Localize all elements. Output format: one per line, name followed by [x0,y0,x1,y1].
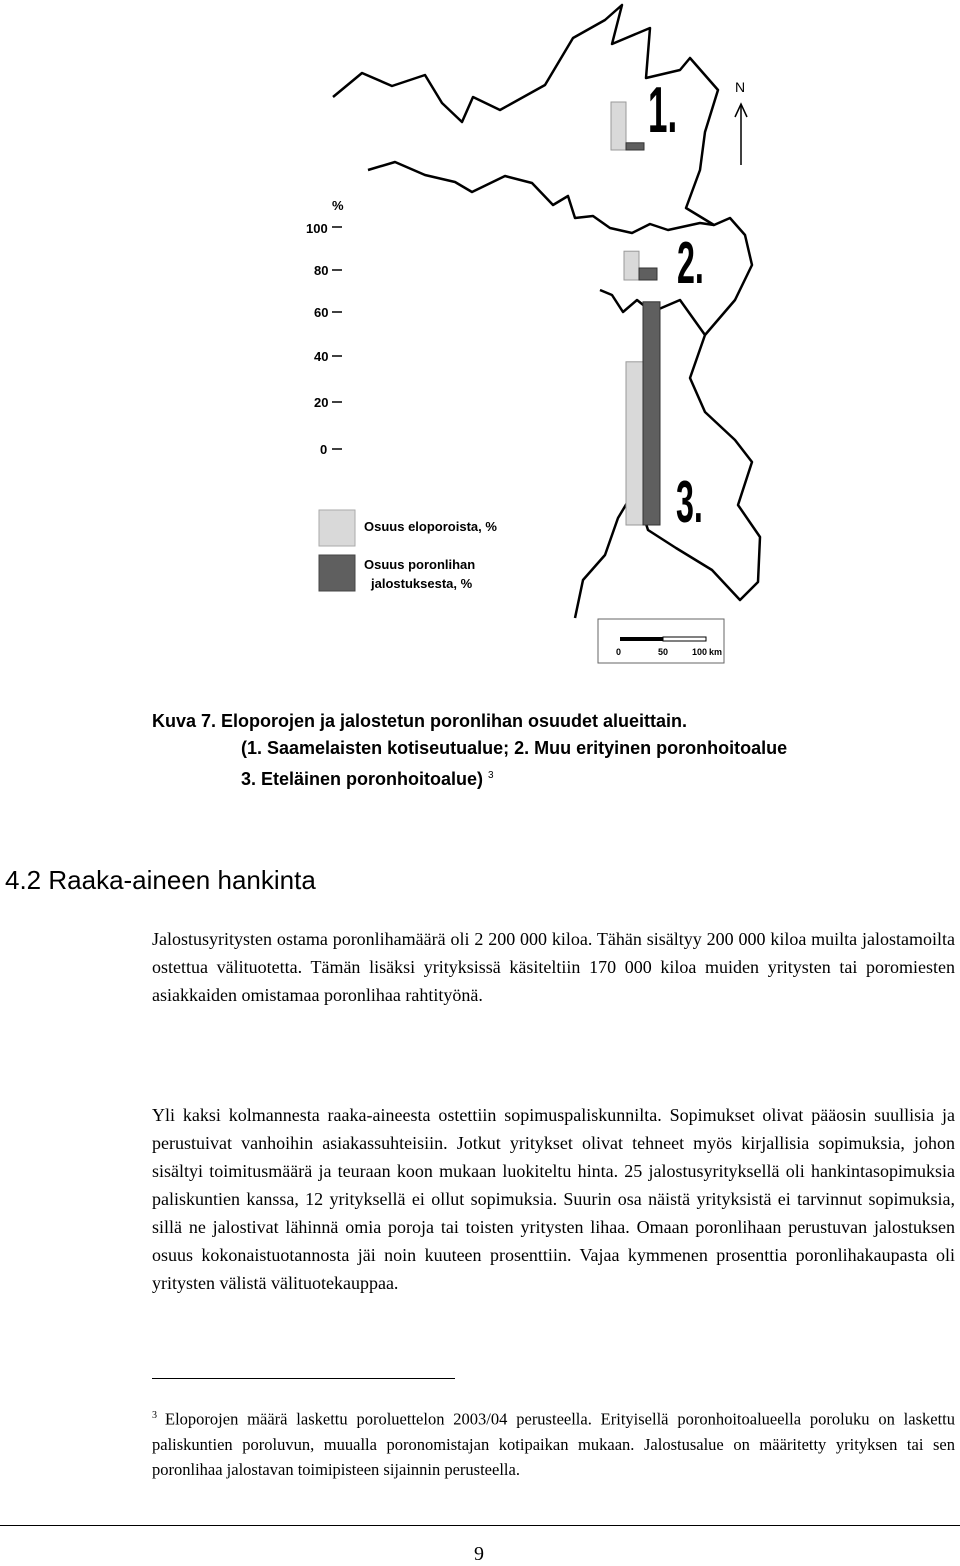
y-tick-label: 40 [314,349,329,364]
footnote-number: 3 [152,1410,157,1421]
bar-region-3-processing [643,302,660,525]
footnote [152,1403,955,1482]
paragraph-1: Jalostusyritysten ostama poronlihamäärä oli 2 200 000 kiloa. Tähän sisältyy 200 000 kiloa muilta jalostamoilta ostettua välituotetta. Tämän lisäksi yrityksissä käsiteltiin 170 000 kiloa muiden yritysten tai poromiesten asiakkaiden omistamaa poronlihaa rahtityönä. [152,929,955,1005]
y-tick-label: 0 [320,442,328,457]
footnote-text: Eloporojen määrä laskettu poroluettelon 2003/04 perusteella. Erityisellä poronhoitoalueella poroluku on laskettu paliskuntien poroluvun, muualla poronomistajan kotipaikan mukaan. Jalostusalue on määritetty yrityksen tai sen poronlihaa jalostavan toimipisteen sijainnin perusteella. [152,1409,955,1479]
y-tick-label: 80 [314,263,329,278]
legend-label-processing-2: jalostuksesta, % [371,576,473,591]
page-number: 9 [474,1543,484,1565]
bar-region-2-processing [639,268,657,280]
region-label-3: 3. [676,469,703,536]
scale-label: 0 [616,647,622,657]
bar-region-2-population [624,251,639,280]
y-tick-label: 20 [314,395,329,410]
scale-label: km [709,647,723,657]
bar-region-3-population [626,362,643,525]
caption-line-3-text: 3. Eteläinen poronhoitoalue) [241,769,484,789]
figure-caption [152,708,932,793]
legend-label-processing-1: Osuus poronlihan [364,557,476,572]
y-tick-label: 60 [314,305,329,320]
north-label: N [735,79,746,95]
page-footer-rule [0,1525,960,1526]
scale-bar-white [663,637,706,641]
bar-region-1-population [611,102,626,150]
legend-swatch-population [319,510,355,546]
y-tick-label: 100 [306,221,328,236]
paragraph-2: Yli kaksi kolmannesta raaka-aineesta ostettiin sopimuspaliskunnilta. Sopimukset olivat pääosin suullisia ja perustuivat vanhoihin asiakassuhteisiin. Jotkut yritykset olivat tehneet myös kirjallisia sopimuksia, johon sisältyi toimitusmäärä ja teuraan koon mukaan luokiteltu hinta. 25 jalostusyrityksellä oli hankintasopimuksia paliskuntien kanssa, 12 yrityksellä ei ollut sopimuksia. Suurin osa näistä yrityksistä ei tarvinnut sopimuksia, sillä ne jalostivat lähinnä omia poroja tai toisten yritysten lihaa. Omaan poronlihaan perustuvan jalostuksen osuus kokonaistuotannosta jäi noin kuuteen prosenttiin. Vajaa kymmenen prosenttia poronlihakaupasta oli yritysten välistä välituotekauppaa. [152,1105,955,1293]
caption-footnote-ref: 3 [488,770,494,781]
inner-border-1-2 [368,162,714,233]
caption-line-1: Kuva 7. Eloporojen ja jalostetun poronlihan osuudet alueittain. [152,711,688,731]
reindeer-region-map [0,0,960,690]
scale-bar-black [620,637,663,641]
section-heading: 4.2 Raaka-aineen hankinta [5,865,316,895]
region-label-2: 2. [677,230,704,297]
caption-line-2: (1. Saamelaisten kotiseutualue; 2. Muu erityinen poronhoitoalue [241,738,788,758]
legend-swatch-processing [319,555,355,591]
region-label-1: 1. [648,74,678,147]
y-axis-unit: % [332,198,344,213]
legend-label-population: Osuus eloporoista, % [364,519,497,534]
bar-region-1-processing [626,143,644,150]
caption-line-3 [152,762,932,793]
scale-label: 50 [658,647,669,657]
footnote-separator [152,1378,455,1379]
scale-label: 100 [692,647,708,657]
